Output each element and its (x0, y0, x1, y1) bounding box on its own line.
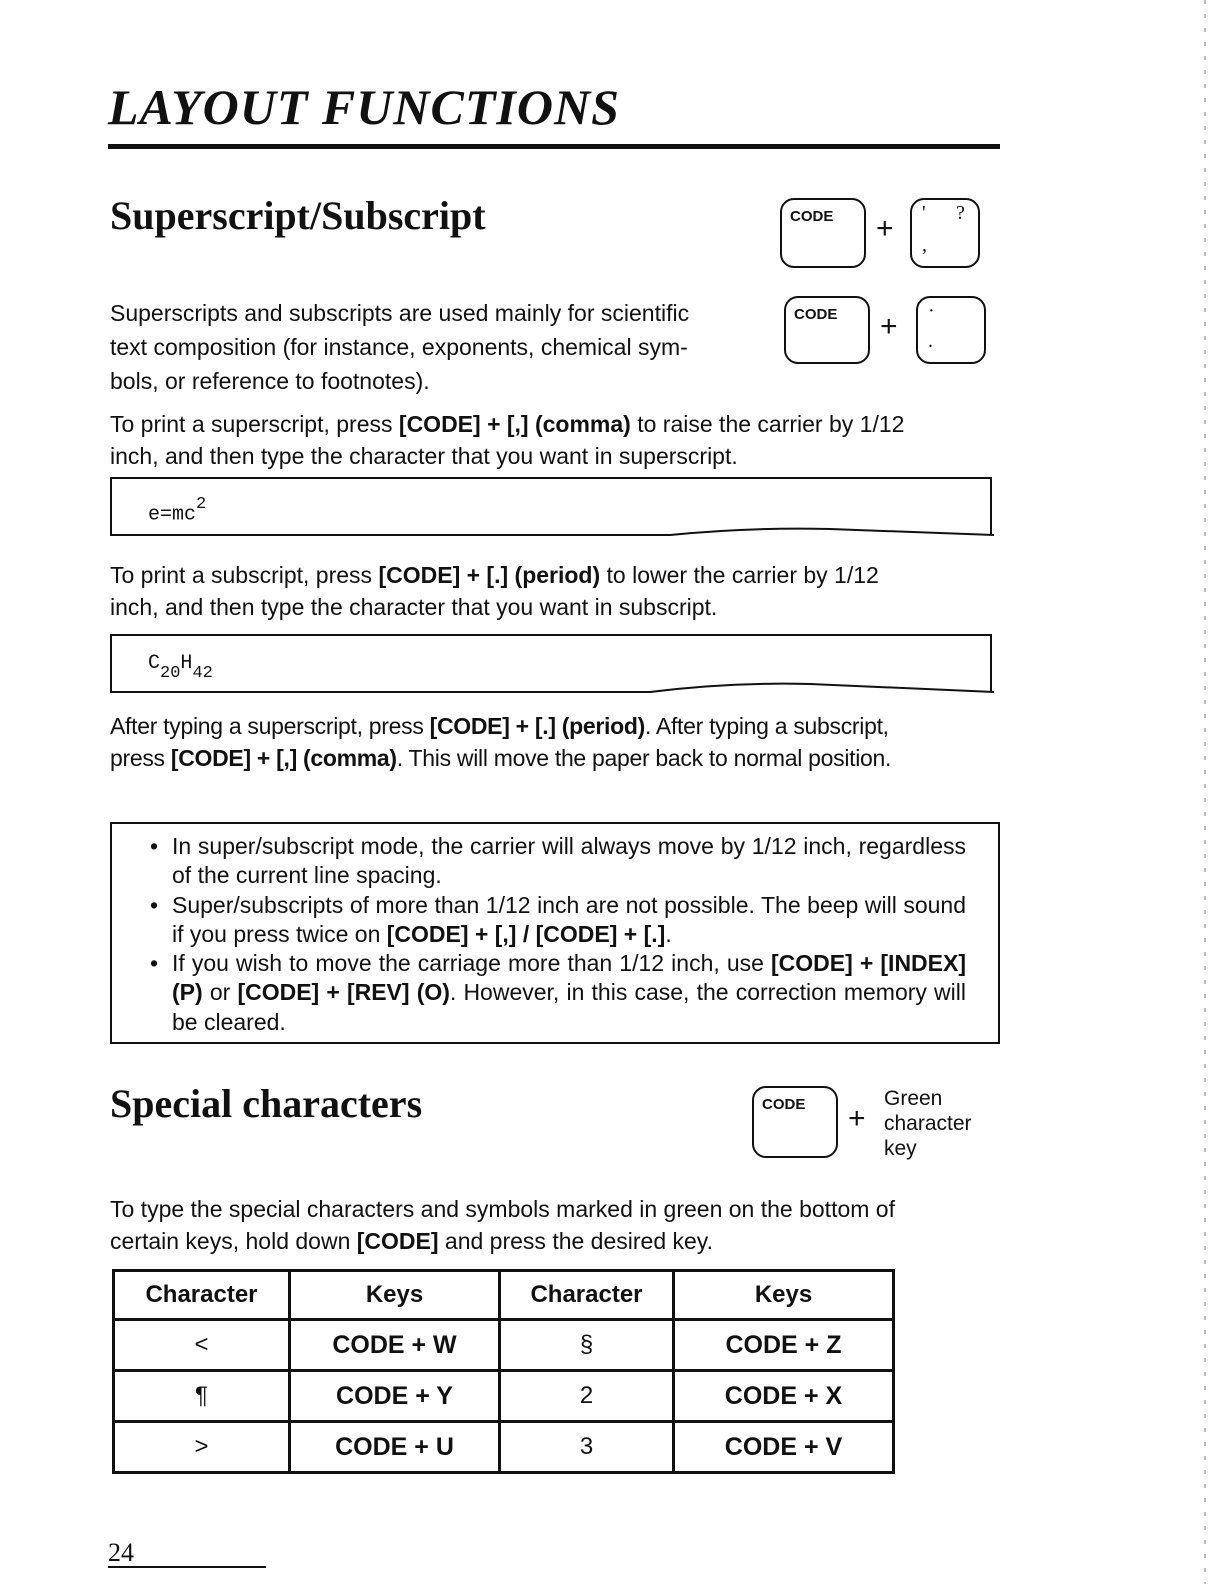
code-key-label: CODE (794, 306, 838, 323)
text: . This will move the paper back to normal position. (396, 745, 892, 771)
special-chars-intro (110, 1193, 1010, 1257)
key-sequence: [CODE] + [,] (comma) (398, 411, 631, 437)
key-sequence: [CODE] + [,] (comma) (170, 745, 397, 771)
table-cell: CODE + U (290, 1422, 500, 1473)
text: to raise the carrier by 1/12 (630, 411, 905, 437)
key-sequence: [CODE] + [.] (period) (429, 713, 645, 739)
plus-sign: + (880, 310, 898, 343)
example-c-subscript: 20 (160, 664, 181, 683)
plus-sign: + (848, 1102, 866, 1135)
label-line: key (884, 1137, 917, 1160)
text: . However, in this case, the correction memory will be cleared. (172, 979, 966, 1035)
intro-paragraph (110, 296, 780, 398)
return-paragraph (110, 710, 1010, 774)
text: To type the special characters and symbols marked in green on the bottom of (110, 1196, 895, 1222)
code-key-label: CODE (762, 1096, 806, 1113)
table-row (114, 1422, 894, 1473)
text: To print a subscript, press (110, 562, 379, 588)
subscript-example (148, 652, 213, 683)
superscript-example (148, 495, 207, 527)
period-key-bottom-glyph: . (928, 330, 933, 352)
period-key-top-glyph: · (928, 300, 935, 322)
code-key-icon (780, 198, 866, 268)
text: press (110, 745, 171, 771)
key-sequence: [CODE] (356, 1228, 439, 1254)
table-cell: 2 (500, 1371, 674, 1422)
page-number: 24 (108, 1540, 266, 1568)
key-combo-comma (776, 194, 986, 270)
example-base: e=mc (148, 503, 197, 527)
table-header: Keys (290, 1271, 500, 1320)
table-row (114, 1320, 894, 1371)
intro-line-2: text composition (for instance, exponents, chemical sym- (110, 334, 688, 360)
text: To print a superscript, press (110, 411, 399, 437)
comma-key-bottom-glyph: , (922, 234, 927, 256)
special-characters-table (112, 1269, 895, 1474)
section-title-superscript: Superscript/Subscript (110, 193, 486, 238)
table-header: Character (114, 1271, 290, 1320)
table-cell: CODE + W (290, 1320, 500, 1371)
key-sequence: [CODE] + [INDEX] (P) (172, 950, 966, 1006)
code-key-icon (784, 296, 870, 364)
text: and press the desired key. (438, 1228, 713, 1254)
notes-list (150, 832, 966, 1037)
key-combo-period (780, 292, 990, 368)
table-cell: CODE + X (674, 1371, 894, 1422)
intro-line-3: bols, or reference to footnotes). (110, 368, 430, 394)
comma-key-top-glyph: ' (922, 202, 926, 224)
green-key-label (884, 1086, 972, 1161)
chapter-title: LAYOUT FUNCTIONS (108, 79, 620, 135)
code-key-icon (752, 1086, 838, 1158)
section-title-special-characters: Special characters (110, 1081, 423, 1126)
notes-box (110, 822, 1000, 1044)
text: Super/subscripts of more than 1/12 inch are not possible. The beep will sound if you press twice on (172, 891, 966, 947)
comma-key-icon (910, 198, 980, 268)
text: inch, and then type the character that you want in superscript. (110, 443, 738, 469)
table-cell: CODE + V (674, 1422, 894, 1473)
key-sequence: [CODE] + [.] (period) (378, 562, 601, 588)
subscript-paragraph (110, 559, 1010, 623)
label-line: Green (884, 1087, 943, 1110)
text: or (202, 979, 238, 1006)
text: certain keys, hold down (110, 1228, 357, 1254)
paper-edge-line (110, 680, 994, 694)
key-combo-green (750, 1082, 1000, 1166)
title-rule (108, 144, 1000, 149)
table-cell: CODE + Z (674, 1320, 894, 1371)
table-header: Character (500, 1271, 674, 1320)
text: If you wish to move the carriage more than 1/12 inch, use (172, 950, 772, 977)
text: . After typing a subscript, (645, 713, 889, 739)
example-h-subscript: 42 (192, 664, 213, 683)
superscript-example-box (110, 477, 992, 535)
table-cell: 3 (500, 1422, 674, 1473)
key-sequence: [CODE] + [REV] (O) (237, 979, 450, 1006)
note-item (150, 891, 966, 950)
table-header: Keys (674, 1271, 894, 1320)
example-h: H (180, 652, 193, 675)
label-line: character (884, 1112, 972, 1135)
table-cell: ¶ (114, 1371, 290, 1422)
text: . (665, 920, 672, 947)
table-row (114, 1371, 894, 1422)
example-c: C (148, 652, 161, 675)
key-sequence: [CODE] + [,] / [CODE] + [.] (386, 920, 666, 947)
table-cell: § (500, 1320, 674, 1371)
example-superscript: 2 (196, 495, 207, 514)
table-cell: > (114, 1422, 290, 1473)
text: After typing a superscript, press (110, 713, 430, 739)
intro-line-1: Superscripts and subscripts are used mainly for scientific (110, 300, 690, 326)
period-key-icon (916, 296, 986, 364)
text: inch, and then type the character that you want in subscript. (110, 594, 718, 620)
table-cell: < (114, 1320, 290, 1371)
comma-key-shift-glyph: ? (956, 202, 965, 224)
code-key-label: CODE (790, 208, 834, 225)
page-edge-perforation (1204, 0, 1206, 1584)
superscript-paragraph (110, 408, 1010, 472)
subscript-example-box (110, 634, 992, 692)
table-cell: CODE + Y (290, 1371, 500, 1422)
text: to lower the carrier by 1/12 (600, 562, 879, 588)
plus-sign: + (876, 212, 894, 245)
note-item: • In super/subscript mode, the carrier will always move by 1/12 inch, regardless of the current line spacing. (150, 832, 966, 891)
note-item (150, 949, 966, 1037)
paper-edge-line (110, 525, 994, 537)
table-header-row (114, 1271, 894, 1320)
